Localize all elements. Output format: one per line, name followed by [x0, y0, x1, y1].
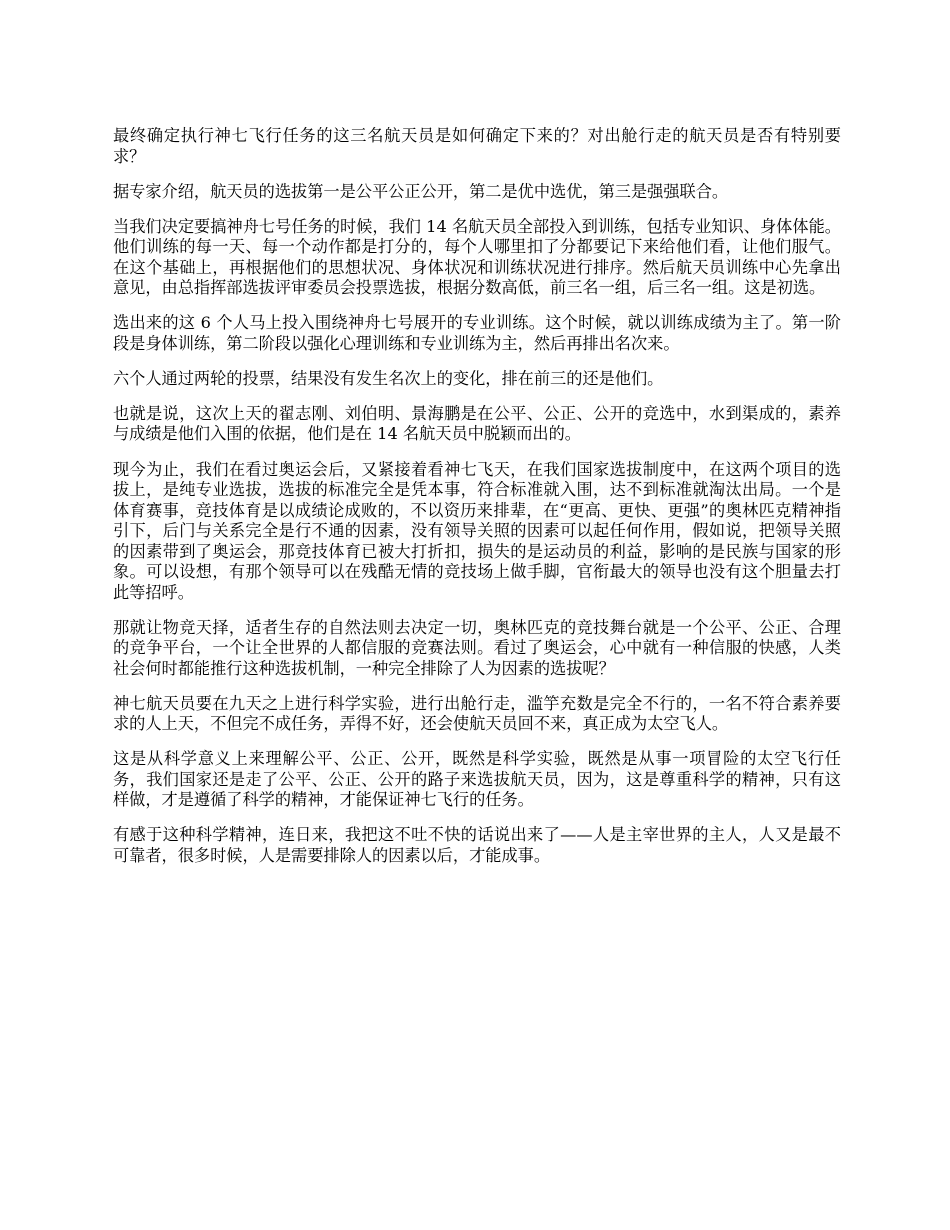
document-body — [113, 126, 841, 881]
paragraph-4: 选出来的这 6 个人马上投入围绕神舟七号展开的专业训练。这个时候，就以训练成绩为主了。第一阶段是身体训练，第二阶段以强化心理训练和专业训练为主，然后再排出名次来。 — [113, 313, 841, 353]
paragraph-9: 神七航天员要在九天之上进行科学实验，进行出舱行走，滥竽充数是完全不行的，一名不符合素养要求的人上天，不但完不成任务，弄得不好，还会使航天员回不来，真正成为太空飞人。 — [113, 693, 841, 734]
paragraph-1: 最终确定执行神七飞行任务的这三名航天员是如何确定下来的？对出舱行走的航天员是否有特别要求？ — [113, 126, 841, 166]
paragraph-5: 六个人通过两轮的投票，结果没有发生名次上的变化，排在前三的还是他们。 — [113, 368, 664, 388]
paragraph-11: 有感于这种科学精神，连日来，我把这不吐不快的话说出来了——人是主宰世界的主人，人又是最不可靠者，很多时候，人是需要排除人的因素以后，才能成事。 — [113, 825, 841, 865]
paragraph-8: 那就让物竞天择，适者生存的自然法则去决定一切，奥林匹克的竞技舞台就是一个公平、公正、合理的竞争平台，一个让全世界的人都信服的竞赛法则。看过了奥运会，心中就有一种信服的快感，人类社会何时都能推行这种选拔机制，一种完全排除了人为因素的选拔呢？ — [113, 617, 841, 678]
paragraph-7: 现今为止，我们在看过奥运会后，又紧接着看神七飞天，在我们国家选拔制度中，在这两个项目的选拔上，是纯专业选拔，选拔的标准完全是凭本事，符合标准就入围，达不到标准就淘汰出局。一个是体育赛事，竞技体育是以成绩论成败的，不以资历来排辈，在“更高、更快、更强”的奥林匹克精神指引下，后门与关系完全是行不通的因素，没有领导关照的因素可以起任何作用，假如说，把领导关照的因素带到了奥运会，那竞技体育已被大打折扣，损失的是运动员的利益，影响的是民族与国家的形象。可以设想，有那个领导可以在残酷无情的竞技场上做手脚，官衔最大的领导也没有这个胆量去打此等招呼。 — [113, 459, 841, 602]
paragraph-6: 也就是说，这次上天的翟志刚、刘伯明、景海鹏是在公平、公正、公开的竞选中，水到渠成的，素养与成绩是他们入围的依据，他们是在 14 名航天员中脱颖而出的。 — [113, 403, 841, 444]
paragraph-2: 据专家介绍，航天员的选拔第一是公平公正公开，第二是优中选优，第三是强强联合。 — [113, 181, 729, 201]
paragraph-10: 这是从科学意义上来理解公平、公正、公开，既然是科学实验，既然是从事一项冒险的太空飞行任务，我们国家还是走了公平、公正、公开的路子来选拔航天员，因为，这是尊重科学的精神，只有这样做，才是遵循了科学的精神，才能保证神七飞行的任务。 — [113, 749, 841, 810]
paragraph-3: 当我们决定要搞神舟七号任务的时候，我们 14 名航天员全部投入到训练，包括专业知识、身体体能。他们训练的每一天、每一个动作都是打分的，每个人哪里扣了分都要记下来给他们看，让他们服气。在这个基础上，再根据他们的思想状况、身体状况和训练状况进行排序。然后航天员训练中心先拿出意见，由总指挥部选拔评审委员会投票选拔，根据分数高低，前三名一组，后三名一组。这是初选。 — [113, 216, 841, 298]
